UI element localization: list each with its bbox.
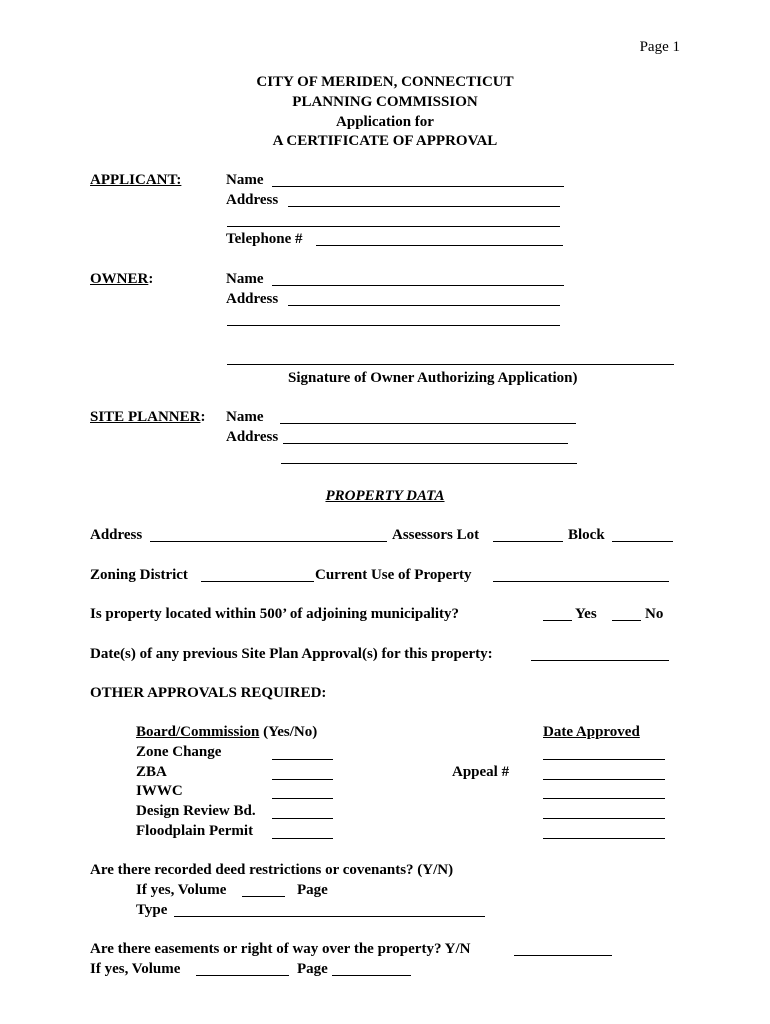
deed-volume-label: If yes, Volume xyxy=(136,882,227,898)
site-planner-heading: SITE PLANNER: xyxy=(90,409,206,425)
applicant-name-field[interactable] xyxy=(272,186,564,187)
current-use-field[interactable] xyxy=(493,581,669,582)
deed-question: Are there recorded deed restrictions or covenants? (Y/N) xyxy=(90,862,454,878)
within-500-yes-label: Yes xyxy=(575,606,597,622)
assessors-lot-field[interactable] xyxy=(493,541,563,542)
deed-type-field[interactable] xyxy=(174,916,485,917)
owner-address-field[interactable] xyxy=(288,305,560,306)
previous-approvals-field[interactable] xyxy=(531,660,669,661)
applicant-address-field[interactable] xyxy=(288,206,560,207)
owner-signature-caption: Signature of Owner Authorizing Application) xyxy=(288,370,578,386)
appeal-label: Appeal # xyxy=(452,764,510,780)
floodplain-date-field[interactable] xyxy=(543,838,665,839)
zba-yesno-field[interactable] xyxy=(272,779,333,780)
design-review-date-field[interactable] xyxy=(543,818,665,819)
easements-page-field[interactable] xyxy=(332,975,411,976)
deed-type-label: Type xyxy=(136,902,168,918)
floodplain-yesno-field[interactable] xyxy=(272,838,333,839)
owner-name-field[interactable] xyxy=(272,285,564,286)
applicant-telephone-label: Telephone # xyxy=(226,231,303,247)
iwwc-date-field[interactable] xyxy=(543,798,665,799)
board-header: Board/Commission (Yes/No) xyxy=(136,724,318,740)
applicant-heading: APPLICANT: xyxy=(90,172,182,188)
header-commission: PLANNING COMMISSION xyxy=(292,94,478,110)
iwwc-yesno-field[interactable] xyxy=(272,798,333,799)
site-planner-address-label: Address xyxy=(226,429,279,445)
design-review-yesno-field[interactable] xyxy=(272,818,333,819)
zone-change-date-field[interactable] xyxy=(543,759,665,760)
property-address-label: Address xyxy=(90,527,143,543)
deed-volume-field[interactable] xyxy=(242,896,285,897)
applicant-name-label: Name xyxy=(226,172,264,188)
site-planner-name-label: Name xyxy=(226,409,264,425)
owner-signature-field[interactable] xyxy=(227,364,674,365)
zone-change-yesno-field[interactable] xyxy=(272,759,333,760)
owner-name-label: Name xyxy=(226,271,264,287)
zoning-district-label: Zoning District xyxy=(90,567,188,583)
owner-address-label: Address xyxy=(226,291,279,307)
site-planner-address-field-2[interactable] xyxy=(281,463,577,464)
approval-row-design-review: Design Review Bd. xyxy=(136,803,256,819)
site-planner-address-field[interactable] xyxy=(283,443,568,444)
approval-row-zone-change: Zone Change xyxy=(136,744,222,760)
applicant-address-label: Address xyxy=(226,192,279,208)
block-field[interactable] xyxy=(612,541,673,542)
assessors-lot-label: Assessors Lot xyxy=(392,527,480,543)
current-use-label: Current Use of Property xyxy=(315,567,472,583)
easements-yn-field[interactable] xyxy=(514,955,612,956)
within-500-no-label: No xyxy=(645,606,664,622)
block-label: Block xyxy=(568,527,605,543)
header-certificate: A CERTIFICATE OF APPROVAL xyxy=(272,133,498,149)
other-approvals-heading: OTHER APPROVALS REQUIRED: xyxy=(90,685,327,701)
easements-volume-label: If yes, Volume xyxy=(90,961,181,977)
page-number: Page 1 xyxy=(639,39,680,55)
header-application-for: Application for xyxy=(336,114,434,130)
header-city: CITY OF MERIDEN, CONNECTICUT xyxy=(256,74,514,90)
easements-page-label: Page xyxy=(297,961,328,977)
approval-row-zba: ZBA xyxy=(136,764,167,780)
within-500-yes-field[interactable] xyxy=(543,620,572,621)
previous-approvals-label: Date(s) of any previous Site Plan Approval(s) for this property: xyxy=(90,646,493,662)
owner-heading: OWNER: xyxy=(90,271,154,287)
approval-row-iwwc: IWWC xyxy=(136,783,183,799)
easements-question: Are there easements or right of way over the property? Y/N xyxy=(90,941,471,957)
owner-address-field-2[interactable] xyxy=(227,325,560,326)
zoning-district-field[interactable] xyxy=(201,581,314,582)
approval-row-floodplain: Floodplain Permit xyxy=(136,823,254,839)
property-data-heading: PROPERTY DATA xyxy=(325,488,445,504)
date-approved-header: Date Approved xyxy=(543,724,640,740)
site-planner-name-field[interactable] xyxy=(280,423,576,424)
zba-date-field[interactable] xyxy=(543,779,665,780)
applicant-address-field-2[interactable] xyxy=(227,226,560,227)
within-500-question: Is property located within 500’ of adjoining municipality? xyxy=(90,606,460,622)
applicant-telephone-field[interactable] xyxy=(316,245,563,246)
easements-volume-field[interactable] xyxy=(196,975,289,976)
within-500-no-field[interactable] xyxy=(612,620,641,621)
deed-page-label: Page xyxy=(297,882,328,898)
property-address-field[interactable] xyxy=(150,541,387,542)
